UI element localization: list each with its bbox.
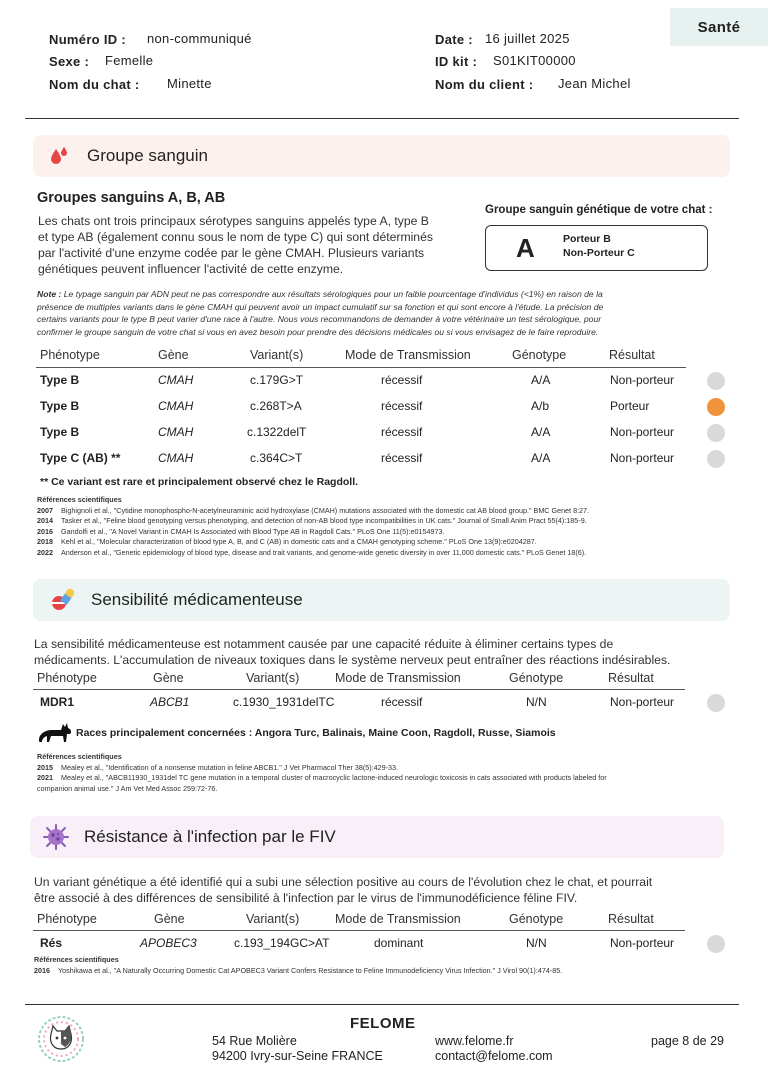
row-gene: CMAH xyxy=(158,399,194,413)
cat-name-value: Minette xyxy=(167,76,212,91)
col-genotype: Génotype xyxy=(509,671,564,685)
blood-result-line1: Porteur B xyxy=(563,233,611,245)
col-phenotype: Phénotype xyxy=(37,912,97,926)
blood-table-rule xyxy=(36,367,686,368)
col-genotype: Génotype xyxy=(512,348,567,362)
sex-label: Sexe : xyxy=(49,54,90,69)
address-line: 54 Rue Molière xyxy=(212,1034,297,1048)
ref-text: Yoshikawa et al., "A Naturally Occurring Domestic Cat APOBEC3 Variant Confers Resistance to Feline Immunodeficiency Virus Infection." J Virol 90(1):474-85. xyxy=(58,965,563,975)
website-link[interactable]: www.felome.fr xyxy=(435,1034,514,1048)
ref-text: Anderson et al., "Genetic epidemiology of blood type, disease and trait variants, and genome-wide genetic diversity in over 11,000 domestic cats." PLoS Genet 18(6). xyxy=(61,547,587,557)
fiv-table-rule xyxy=(33,930,685,931)
footer-address xyxy=(212,1034,383,1064)
note-prefix: Note : xyxy=(37,289,62,299)
blood-result-label: Groupe sanguin génétique de votre chat : xyxy=(485,204,713,216)
drug-para-line: médicaments. L'accumulation de niveaux toxiques dans le système nerveux peut entraîner des réactions indésirables. xyxy=(34,653,671,667)
row-variant: c.364C>T xyxy=(250,451,303,465)
ref-text: Tasker et al., "Feline blood genotyping versus phenotyping, and detection of non-AB blood type incompatibilities in UK cats." Journal of Small Anim Pract 55(4):185-9. xyxy=(61,516,587,525)
row-variant: c.179G>T xyxy=(250,373,304,387)
cat-silhouette-icon xyxy=(37,720,73,747)
col-gene: Gène xyxy=(158,348,189,362)
row-gene: APOBEC3 xyxy=(140,936,197,950)
row-gene: ABCB1 xyxy=(150,695,190,709)
row-result: Non-porteur xyxy=(610,451,675,465)
ref-year: 2016 xyxy=(37,526,53,536)
sex-value: Femelle xyxy=(105,53,154,68)
row-result: Porteur xyxy=(610,399,650,413)
row-phenotype: Rés xyxy=(40,936,63,950)
reference-item xyxy=(37,784,607,795)
note-line: confirmer le groupe sanguin de votre chat si vous en avez besoin pour prendre des décisions médicales ou si vous envisagez de le faire reproduire. xyxy=(37,326,599,337)
fiv-para-line: être associé à des différences de sensibilité à l'infection par le virus de l'immunodéficience féline FIV. xyxy=(34,891,578,905)
reference-item xyxy=(37,763,607,774)
ref-text: Gandolfi et al., "A Novel Variant in CMAH Is Associated with Blood Type AB in Ragdoll Cats." PLoS One 11(5):e0154973. xyxy=(61,526,445,536)
col-result: Résultat xyxy=(609,348,655,362)
footer-divider xyxy=(25,1004,739,1005)
col-gene: Gène xyxy=(154,912,185,926)
row-phenotype: Type C (AB) ** xyxy=(40,451,121,465)
ref-year: 2014 xyxy=(37,516,53,525)
footer-brand: FELOME xyxy=(350,1015,416,1032)
virus-icon xyxy=(42,823,70,851)
row-variant: c.1930_1931delTC xyxy=(233,695,335,709)
ref-text: Mealey et al., "ABCB11930_1931del TC gene mutation in a temporal cluster of macrocyclic lactone-induced neurologic toxicosis in cats associated with products labeled for xyxy=(61,773,607,782)
drug-references xyxy=(37,752,607,794)
col-variant: Variant(s) xyxy=(246,912,300,926)
cat-name-label: Nom du chat : xyxy=(49,77,140,92)
reference-item xyxy=(34,966,562,977)
fiv-section-bar xyxy=(30,816,724,858)
reference-item xyxy=(37,773,607,784)
email-link[interactable]: contact@felome.com xyxy=(435,1049,553,1063)
drug-para-line: La sensibilité médicamenteuse est notamment causée par une capacité réduite à éliminer certains types de xyxy=(34,637,614,651)
ref-year: 2016 xyxy=(34,965,50,975)
row-mode: récessif xyxy=(381,373,423,387)
drug-section-title: Sensibilité médicamenteuse xyxy=(91,590,303,609)
drug-section-bar xyxy=(33,579,730,621)
category-badge: Santé xyxy=(670,8,768,46)
row-mode: récessif xyxy=(381,695,423,709)
blood-section-bar xyxy=(33,135,730,177)
col-result: Résultat xyxy=(608,671,654,685)
result-status-dot xyxy=(707,424,725,442)
kit-label: ID kit : xyxy=(435,54,478,69)
ref-text: companion animal use." J Am Vet Med Assoc 259:72-76. xyxy=(37,783,218,793)
col-variant: Variant(s) xyxy=(250,348,304,362)
ref-year: 2022 xyxy=(37,547,53,557)
client-value: Jean Michel xyxy=(558,76,631,91)
fiv-para-line: Un variant génétique a été identifié qui a subi une sélection positive au cours de l'évolution chez le chat, et pourrait xyxy=(34,875,653,889)
result-status-dot xyxy=(707,935,725,953)
row-phenotype: MDR1 xyxy=(40,695,75,709)
page-number: page 8 de 29 xyxy=(651,1034,724,1048)
ref-text: Mealey et al., "Identification of a nonsense mutation in feline ABCB1." J Vet Pharmacol Ther 38(5):429-33. xyxy=(61,762,398,772)
id-label: Numéro ID : xyxy=(49,32,126,47)
ref-text: Bighignoli et al., "Cytidine monophospho-N-acetylneuraminic acid hydroxylase (CMAH) mutations associated with the domestic cat AB blood group." BMC Genet 8:27. xyxy=(61,505,590,515)
blood-heading: Groupes sanguins A, B, AB xyxy=(37,190,226,206)
blood-para-line: et type AB (également connu sous le nom de type C) qui sont déterminés xyxy=(38,230,433,244)
blood-result-line2: Non-Porteur C xyxy=(563,247,635,259)
blood-references xyxy=(37,495,589,558)
pills-icon xyxy=(49,586,77,614)
felome-logo xyxy=(36,1014,86,1067)
row-result: Non-porteur xyxy=(610,373,675,387)
col-mode: Mode de Transmission xyxy=(335,912,461,926)
date-label: Date : xyxy=(435,32,473,47)
header-divider xyxy=(25,118,739,119)
note-line: présence de multiples variants dans le gène CMAH qui peuvent avoir un impact cumulatif sur sa fonction et qui sont encore à l'étude. La précision de xyxy=(37,301,604,312)
col-phenotype: Phénotype xyxy=(37,671,97,685)
row-result: Non-porteur xyxy=(610,425,675,439)
row-gene: CMAH xyxy=(158,373,194,387)
col-phenotype: Phénotype xyxy=(40,348,100,362)
ref-year: 2015 xyxy=(37,762,53,772)
blood-result-box xyxy=(485,225,708,271)
reference-item xyxy=(37,537,589,548)
blood-note xyxy=(37,288,717,338)
blood-section-title: Groupe sanguin xyxy=(87,146,208,165)
reference-item xyxy=(37,548,589,559)
ref-year: 2018 xyxy=(37,537,53,546)
id-value: non-communiqué xyxy=(147,31,252,46)
row-variant: c.268T>A xyxy=(250,399,302,413)
row-phenotype: Type B xyxy=(40,373,80,387)
row-genotype: A/A xyxy=(531,451,551,465)
col-mode: Mode de Transmission xyxy=(345,348,471,362)
row-genotype: N/N xyxy=(526,695,547,709)
row-mode: récessif xyxy=(381,399,423,413)
row-phenotype: Type B xyxy=(40,425,80,439)
client-label: Nom du client : xyxy=(435,77,534,92)
reference-item xyxy=(37,527,589,538)
blood-para-line: génétiques peuvent influencer l'activité de cette enzyme. xyxy=(38,262,344,276)
drug-description xyxy=(34,636,734,668)
col-mode: Mode de Transmission xyxy=(335,671,461,685)
fiv-section-title: Résistance à l'infection par le FIV xyxy=(84,827,336,846)
note-line: Le typage sanguin par ADN peut ne pas correspondre aux résultats sérologiques pour un faible pourcentage d'individus (<1%) en raison de la xyxy=(61,289,603,299)
row-variant: c.1322delT xyxy=(247,425,307,439)
drug-breeds: Races principalement concernées : Angora Turc, Balinais, Maine Coon, Ragdoll, Russe, Siamois xyxy=(76,727,556,739)
row-genotype: A/A xyxy=(531,425,551,439)
footer-contact xyxy=(435,1034,553,1064)
refs-title: Références scientifiques xyxy=(37,495,122,504)
fiv-description xyxy=(34,874,734,906)
row-genotype: A/b xyxy=(531,399,550,413)
row-genotype: N/N xyxy=(526,936,547,950)
row-mode: récessif xyxy=(381,425,423,439)
row-gene: CMAH xyxy=(158,451,194,465)
drug-table-rule xyxy=(33,689,685,690)
col-genotype: Génotype xyxy=(509,912,564,926)
row-result: Non-porteur xyxy=(610,936,675,950)
ref-year: 2021 xyxy=(37,773,53,782)
row-genotype: A/A xyxy=(531,373,551,387)
fiv-references xyxy=(34,955,562,976)
blood-drop-icon xyxy=(45,142,73,170)
blood-description xyxy=(38,213,478,277)
row-phenotype: Type B xyxy=(40,399,80,413)
blood-para-line: par l'activité d'une enzyme codée par le gène CMAH. Plusieurs variants xyxy=(38,246,425,260)
blood-result-letter: A xyxy=(516,233,535,263)
row-mode: dominant xyxy=(374,936,424,950)
note-line: certains variants pour le type B peut varier d'une race à l'autre. Nous vous recommandons de demander à votre vétérinaire un test sérologique, pour xyxy=(37,314,602,324)
row-variant: c.193_194GC>AT xyxy=(234,936,330,950)
blood-footnote: ** Ce variant est rare et principalement observé chez le Ragdoll. xyxy=(40,476,359,488)
col-result: Résultat xyxy=(608,912,654,926)
reference-item xyxy=(37,516,589,527)
result-status-dot xyxy=(707,450,725,468)
date-value: 16 juillet 2025 xyxy=(485,31,570,46)
col-variant: Variant(s) xyxy=(246,671,300,685)
address-line: 94200 Ivry-sur-Seine FRANCE xyxy=(212,1049,383,1063)
row-mode: récessif xyxy=(381,451,423,465)
refs-title: Références scientifiques xyxy=(37,752,122,761)
kit-value: S01KIT00000 xyxy=(493,53,576,68)
row-gene: CMAH xyxy=(158,425,194,439)
result-status-dot xyxy=(707,372,725,390)
ref-text: Kehl et al., "Molecular characterization of blood type A, B, and C (AB) in domestic cats and a CMAH genotyping scheme." PLoS One 13(9):e0204287. xyxy=(61,537,537,546)
result-status-dot xyxy=(707,398,725,416)
refs-title: Références scientifiques xyxy=(34,955,119,964)
blood-para-line: Les chats ont trois principaux sérotypes sanguins appelés type A, type B xyxy=(38,214,429,228)
result-status-dot xyxy=(707,694,725,712)
col-gene: Gène xyxy=(153,671,184,685)
reference-item xyxy=(37,506,589,517)
row-result: Non-porteur xyxy=(610,695,675,709)
ref-year: 2007 xyxy=(37,505,53,515)
